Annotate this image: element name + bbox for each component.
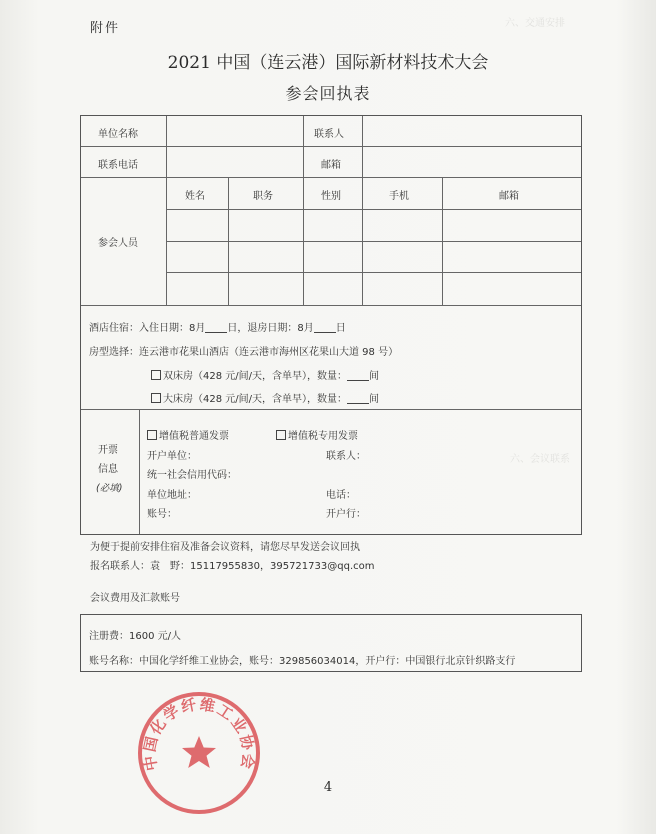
bank-label: 开户行： <box>326 509 366 520</box>
phone-label: 联系电话 <box>98 160 138 171</box>
column-header-mobile: 手机 <box>389 191 409 202</box>
checkout-label: 日，退房日期：8月 <box>227 323 314 334</box>
svg-text:中国化学纤维工业协会: 中国化学纤维工业协会 <box>140 695 258 773</box>
twin-room-checkbox[interactable] <box>151 370 161 380</box>
address-label: 单位地址： <box>147 490 197 501</box>
fee-heading: 会议费用及汇款账号 <box>90 593 180 604</box>
invoice-label-2: 信息 <box>98 464 118 475</box>
special-vat-text: 增值税专用发票 <box>288 431 358 442</box>
unit-name-label: 单位名称 <box>98 129 138 140</box>
room-type-label: 房型选择：连云港市花果山酒店（连云港市海州区花果山大道 98 号） <box>89 347 399 358</box>
special-vat-option[interactable] <box>276 427 358 442</box>
checkin-day-blank[interactable] <box>205 322 227 333</box>
contact-field[interactable] <box>366 120 576 144</box>
ordinary-vat-checkbox[interactable] <box>147 430 157 440</box>
registration-form-table <box>80 115 582 535</box>
king-room-checkbox[interactable] <box>151 393 161 403</box>
hotel-dates-line <box>89 319 346 334</box>
column-header-name: 姓名 <box>185 191 205 202</box>
bleed-through-text: 六、交通安排 <box>505 18 565 29</box>
checkout-day-blank[interactable] <box>314 322 336 333</box>
king-room-text: 大床房（428 元/间/天，含单早），数量： <box>163 394 348 405</box>
twin-room-unit: 间 <box>369 371 380 382</box>
checkin-label: 酒店住宿：入住日期：8月 <box>89 323 206 334</box>
invoice-phone-label: 电话： <box>326 490 356 501</box>
twin-room-quantity[interactable] <box>347 370 369 381</box>
ordinary-vat-option[interactable] <box>147 427 229 442</box>
column-header-position: 职务 <box>253 191 273 202</box>
form-title: 参会回执表 <box>285 84 371 103</box>
checkout-day-suffix: 日 <box>335 323 346 334</box>
king-room-unit: 间 <box>369 394 380 405</box>
return-note: 为便于提前安排住宿及准备会议资料，请您尽早发送会议回执 <box>90 542 360 553</box>
payer-unit-label: 开户单位： <box>147 451 197 462</box>
bleed-through-text: 六、会议联系 <box>510 454 570 465</box>
official-seal-stamp <box>134 688 264 818</box>
twin-room-option[interactable] <box>151 367 379 382</box>
credit-code-label: 统一社会信用代码： <box>147 470 237 481</box>
page-title: 2021 中国（连云港）国际新材料技术大会 <box>167 53 489 73</box>
attendees-label: 参会人员 <box>98 238 138 249</box>
service-contact: 报名联系人：袁 野：15117955830，395721733@qq.com <box>90 561 375 572</box>
king-room-quantity[interactable] <box>347 393 369 404</box>
registration-fee: 注册费：1600 元/人 <box>89 631 181 642</box>
special-vat-checkbox[interactable] <box>276 430 286 440</box>
invoice-label-1: 开票 <box>98 445 118 456</box>
page-number: 4 <box>323 780 333 795</box>
invoice-required-note: (必填) <box>96 483 123 494</box>
email-label: 邮箱 <box>321 160 341 171</box>
twin-room-text: 双床房（428 元/间/天，含单早），数量： <box>163 371 348 382</box>
fee-account-box <box>80 614 582 672</box>
column-header-email: 邮箱 <box>499 191 519 202</box>
account-info: 账号名称：中国化学纤维工业协会，账号：329856034014，开户行：中国银行北京针织路支行 <box>89 656 516 667</box>
email-field[interactable] <box>366 151 576 175</box>
invoice-contact-label: 联系人： <box>326 451 366 462</box>
king-room-option[interactable] <box>151 390 379 405</box>
column-header-gender: 性别 <box>321 191 341 202</box>
phone-field[interactable] <box>171 151 301 175</box>
attachment-label: 附件 <box>90 21 121 36</box>
account-label: 账号： <box>147 509 177 520</box>
contact-label: 联系人 <box>314 129 344 140</box>
unit-name-field[interactable] <box>171 120 301 144</box>
ordinary-vat-text: 增值税普通发票 <box>159 431 229 442</box>
